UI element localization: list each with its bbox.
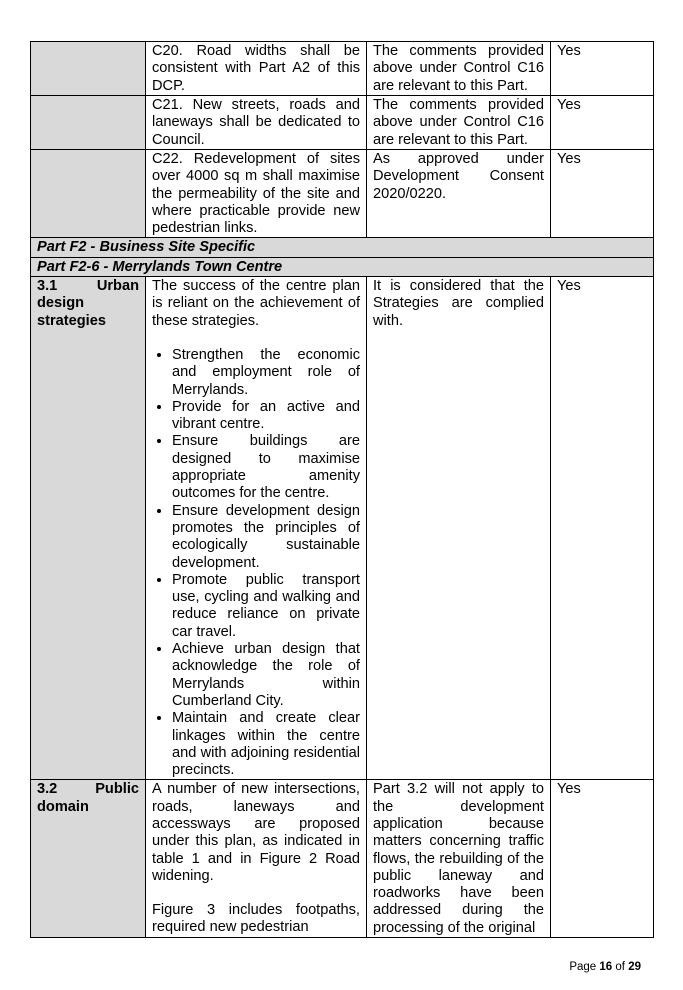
section-row: [31, 257, 654, 276]
list-item: • Promote public transport use, cycling and walking and reduce reliance on private car travel.: [172, 572, 360, 641]
section-heading-f26: Part F2-6 - Merrylands Town Centre: [31, 257, 654, 276]
criteria-heading-line: 3.1 Urban: [37, 278, 139, 295]
criteria-heading-line: domain: [37, 798, 89, 815]
control-intro: The success of the centre plan is reliant on the achievement of these strategies.: [152, 278, 360, 329]
strategy-list: [152, 347, 360, 779]
assessment-table: [30, 41, 654, 938]
control-cell: C20. Road widths shall be consistent with Part A2 of this DCP.: [146, 42, 367, 96]
criteria-cell: [31, 150, 146, 238]
comment-cell: It is considered that the Strategies are complied with.: [367, 277, 551, 780]
compliance-cell: Yes: [551, 150, 654, 238]
comment-cell: Part 3.2 will not apply to the development application because matters concerning traffic flows, the rebuilding of the public laneway and roadworks have been addressed during the processing of the original: [367, 780, 551, 938]
control-cell: C21. New streets, roads and laneways shall be dedicated to Council.: [146, 96, 367, 150]
control-paragraph: A number of new intersections, roads, laneways and accessways are proposed under this plan, as indicated in table 1 and in Figure 2 Road widening.: [152, 781, 360, 884]
list-item: • Ensure development design promotes the principles of ecologically sustainable development.: [172, 503, 360, 572]
list-item: • Achieve urban design that acknowledge the role of Merrylands within Cumberland City.: [172, 641, 360, 710]
compliance-cell: Yes: [551, 42, 654, 96]
control-cell: C22. Redevelopment of sites over 4000 sq m shall maximise the permeability of the site and where practicable provide new pedestrian links.: [146, 150, 367, 238]
table-row: [31, 96, 654, 150]
control-cell: [146, 780, 367, 938]
criteria-cell: [31, 277, 146, 780]
control-cell: [146, 277, 367, 780]
criteria-heading-line: 3.2 Public: [37, 781, 139, 798]
list-item: • Maintain and create clear linkages within the centre and with adjoining residential precincts.: [172, 710, 360, 779]
compliance-cell: Yes: [551, 780, 654, 938]
criteria-cell: [31, 42, 146, 96]
criteria-cell: [31, 780, 146, 938]
section-row: [31, 238, 654, 257]
table-row-urban-design: [31, 277, 654, 780]
criteria-heading-line: strategies: [37, 312, 106, 329]
comment-cell: The comments provided above under Control C16 are relevant to this Part.: [367, 42, 551, 96]
control-paragraph: Figure 3 includes footpaths, required new pedestrian: [152, 902, 360, 936]
comment-cell: As approved under Development Consent 2020/0220.: [367, 150, 551, 238]
criteria-heading-line: design: [37, 295, 85, 312]
compliance-cell: Yes: [551, 277, 654, 780]
list-item: • Provide for an active and vibrant centre.: [172, 399, 360, 434]
table-row: [31, 150, 654, 238]
page-number: Page 16 of 29: [569, 961, 641, 973]
table-row-public-domain: [31, 780, 654, 938]
list-item: • Strengthen the economic and employment role of Merrylands.: [172, 347, 360, 399]
criteria-cell: [31, 96, 146, 150]
list-item: • Ensure buildings are designed to maximise appropriate amenity outcomes for the centre.: [172, 433, 360, 502]
section-heading-f2: Part F2 - Business Site Specific: [31, 238, 654, 257]
comment-cell: The comments provided above under Control C16 are relevant to this Part.: [367, 96, 551, 150]
compliance-cell: Yes: [551, 96, 654, 150]
table-row: [31, 42, 654, 96]
